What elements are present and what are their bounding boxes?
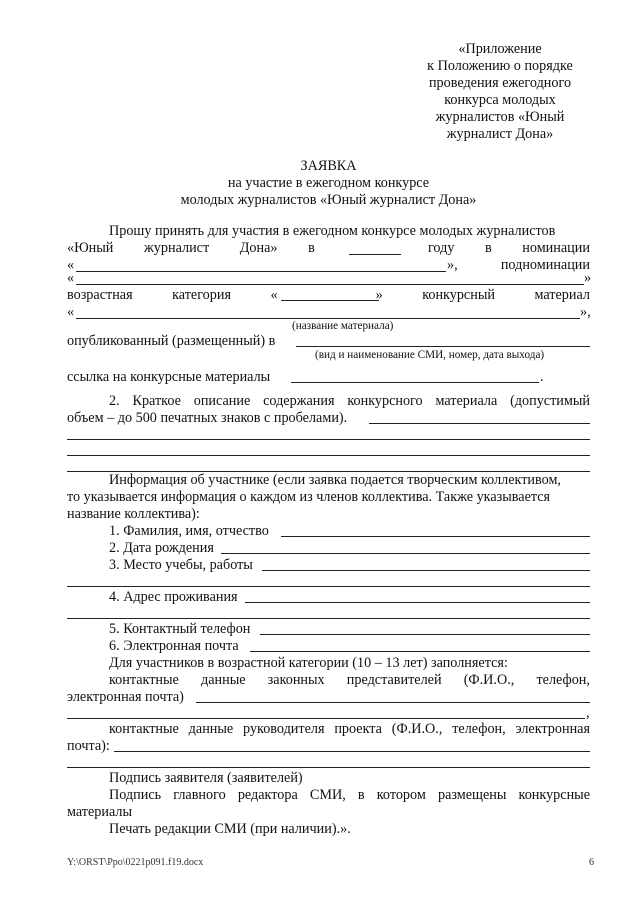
word-yuny: «Юный	[67, 240, 114, 256]
media-field[interactable]	[296, 346, 590, 347]
rep-word-2: данные	[201, 672, 246, 688]
subnomination-field[interactable]	[76, 284, 584, 285]
request-line-1: Прошу принять для участия в ежегодном конкурсе молодых журналистов	[109, 223, 556, 239]
birthdate-field[interactable]	[221, 553, 590, 554]
project-head-field-2[interactable]	[67, 767, 590, 768]
description-line-2: объем – до 500 печатных знаков с пробелами).	[67, 410, 348, 426]
field-label-phone: 5. Контактный телефон	[109, 621, 251, 637]
year-field[interactable]	[349, 254, 401, 255]
address-field-2[interactable]	[67, 618, 590, 619]
representatives-line-1	[109, 672, 590, 688]
subnomination-close-quote: »	[584, 270, 592, 286]
editor-signature-line-1: Подпись главного редактора СМИ, в котором размещены конкурсные	[109, 787, 590, 803]
project-head-field-1[interactable]	[114, 751, 590, 752]
study-work-field-2[interactable]	[67, 586, 590, 587]
representatives-field-1[interactable]	[196, 702, 590, 703]
word-dona: Дона»	[239, 240, 278, 256]
rep-word-3: законных	[267, 672, 325, 688]
document-subtitle-2: молодых журналистов «Юный журналист Дона»	[180, 192, 477, 208]
word-material: материал	[534, 287, 590, 303]
representatives-comma: ,	[586, 705, 590, 721]
link-label: ссылка на конкурсные материалы	[67, 369, 271, 385]
description-field-1[interactable]	[369, 423, 590, 424]
fio-field[interactable]	[281, 536, 590, 537]
participant-line-1: Информация об участнике (если заявка подается творческим коллективом,	[109, 472, 561, 488]
word-nominacii: номинации	[522, 240, 590, 256]
representatives-line-2: электронная почта)	[67, 689, 184, 705]
material-close: »,	[580, 304, 591, 320]
document-title: ЗАЯВКА	[300, 158, 357, 174]
nomination-close: »,	[447, 257, 458, 273]
age-open-quote: «	[270, 287, 278, 303]
field-label-study-work: 3. Место учебы, работы	[109, 557, 253, 573]
study-work-field[interactable]	[262, 570, 590, 571]
age-note: Для участников в возрастной категории (10 – 13 лет) заполняется:	[109, 655, 508, 671]
word-v-2: в	[485, 240, 492, 256]
appendix-line-2: к Положению о порядке	[427, 58, 573, 74]
published-label: опубликованный (размещенный) в	[67, 333, 276, 349]
nomination-field[interactable]	[76, 271, 446, 272]
project-head-line-2: почта):	[67, 738, 110, 754]
word-god: году	[427, 240, 455, 256]
rep-word-4: представителей	[346, 672, 442, 688]
subnomination-open-quote: «	[67, 270, 75, 286]
editor-signature-line-2: материалы	[67, 804, 133, 820]
media-stamp: Печать редакции СМИ (при наличии).».	[109, 821, 351, 837]
subnomination-label: подноминации	[500, 257, 590, 273]
field-label-fio: 1. Фамилия, имя, отчество	[109, 523, 269, 539]
project-head-line-1: контактные данные руководителя проекта (Ф.И.О., телефон, электронная	[109, 721, 590, 737]
field-label-address: 4. Адрес проживания	[109, 589, 238, 605]
age-category-field[interactable]	[281, 300, 379, 301]
word-kategoriya: категория	[172, 287, 231, 303]
material-title-hint: (название материала)	[292, 320, 394, 332]
document-subtitle-1: на участие в ежегодном конкурсе	[227, 175, 430, 191]
age-close-quote: »	[375, 287, 383, 303]
description-line-1: 2. Краткое описание содержания конкурсного материала (допустимый	[109, 393, 590, 409]
footer-file-path: Y:\ORST\Ppo\0221p091.f19.docx	[67, 857, 204, 868]
rep-word-6: телефон,	[536, 672, 590, 688]
nomination-open-quote: «	[67, 257, 75, 273]
email-field[interactable]	[250, 651, 590, 652]
description-field-3[interactable]	[67, 455, 590, 456]
word-vozrastnaya: возрастная	[67, 287, 133, 303]
participant-line-3: название коллектива):	[67, 506, 200, 522]
media-hint: (вид и наименование СМИ, номер, дата выхода)	[315, 349, 545, 361]
address-field[interactable]	[245, 602, 590, 603]
appendix-line-4: конкурса молодых	[444, 92, 556, 108]
material-open-quote: «	[67, 304, 75, 320]
request-line-2	[67, 240, 590, 256]
word-v: в	[308, 240, 315, 256]
rep-word-5: (Ф.И.О.,	[463, 672, 515, 688]
link-field[interactable]	[291, 382, 539, 383]
representatives-field-2[interactable]	[67, 718, 585, 719]
phone-field[interactable]	[260, 634, 590, 635]
field-label-birthdate: 2. Дата рождения	[109, 540, 214, 556]
appendix-line-5: журналистов «Юный	[435, 109, 565, 125]
participant-line-2: то указывается информация о каждом из членов коллектива. Также указывается	[67, 489, 551, 505]
footer-page-number: 6	[589, 857, 594, 868]
word-journalist: журналист	[143, 240, 210, 256]
applicant-signature: Подпись заявителя (заявителей)	[109, 770, 303, 786]
appendix-line-6: журналист Дона»	[446, 126, 554, 142]
description-field-2[interactable]	[67, 439, 590, 440]
link-end: .	[540, 369, 544, 385]
field-label-email: 6. Электронная почта	[109, 638, 239, 654]
word-konkursny: конкурсный	[422, 287, 495, 303]
rep-word-1: контактные	[109, 672, 179, 688]
appendix-line-1: «Приложение	[458, 41, 542, 57]
material-title-field[interactable]	[76, 318, 580, 319]
appendix-line-3: проведения ежегодного	[428, 75, 572, 91]
